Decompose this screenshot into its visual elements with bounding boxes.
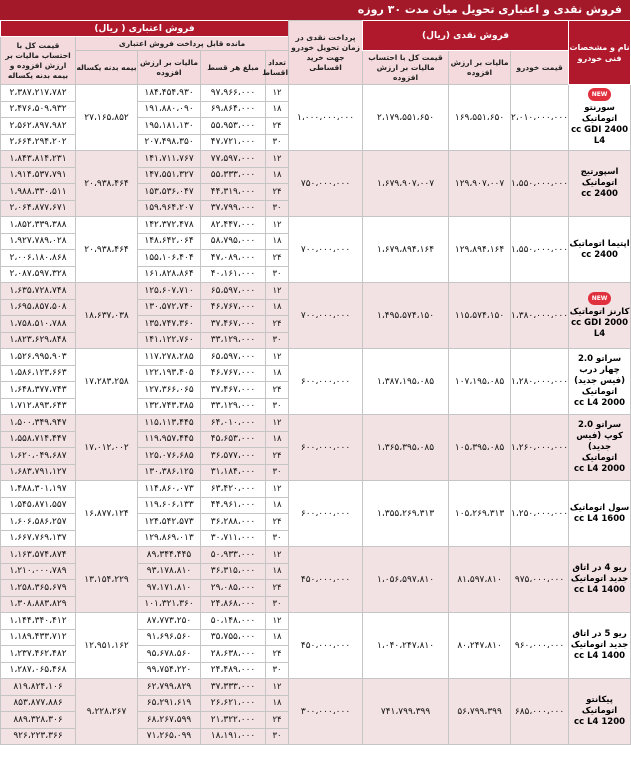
credit-total: ۱،۸۴۳،۸۱۴،۲۳۱ <box>1 151 76 168</box>
insurance: ۲۰،۹۳۸،۴۶۴ <box>76 151 138 217</box>
cash-vat: ۱۱۵،۵۷۴،۱۵۰ <box>449 283 511 349</box>
model-label: اسپورتیج اتوماتیک 2400 cc <box>580 167 619 199</box>
cash-total: ۱،۰۵۶،۵۹۷،۸۱۰ <box>363 547 449 613</box>
installment-count: ۳۰ <box>266 662 289 679</box>
installment-vat: ۱۱۵،۱۱۳،۴۴۵ <box>138 415 201 432</box>
installment-count: ۳۰ <box>266 200 289 217</box>
installment-count: ۳۰ <box>266 464 289 481</box>
cash-vat: ۱۰۷،۱۹۵،۰۸۵ <box>449 349 511 415</box>
insurance: ۱۸،۶۳۷،۰۳۸ <box>76 283 138 349</box>
table-row <box>1 217 631 234</box>
installment-amount: ۶۴،۰۱۰،۰۰۰ <box>201 415 266 432</box>
installment-vat: ۱۴۲،۳۷۲،۴۷۸ <box>138 217 201 234</box>
installment-count: ۱۲ <box>266 217 289 234</box>
prepayment: ۷۰۰،۰۰۰،۰۰۰ <box>289 283 363 349</box>
installment-vat: ۱۲۴،۵۴۲،۵۷۳ <box>138 514 201 531</box>
header-credit-group: فروش اعتباری ( ریال) <box>1 21 289 37</box>
credit-total: ۱،۲۳۷،۴۶۲،۴۸۲ <box>1 646 76 663</box>
installment-count: ۱۸ <box>266 431 289 448</box>
installment-amount: ۲۴،۸۶۸،۰۰۰ <box>201 596 266 613</box>
credit-total: ۲،۶۶۴،۲۹۴،۲۰۲ <box>1 134 76 151</box>
prepayment: ۶۰۰،۰۰۰،۰۰۰ <box>289 481 363 547</box>
insurance: ۲۷،۱۶۵،۸۵۲ <box>76 85 138 151</box>
model-name <box>569 349 631 415</box>
credit-total: ۱،۷۱۲،۸۹۳،۶۴۳ <box>1 398 76 415</box>
installment-vat: ۱۱۹،۹۵۷،۴۴۵ <box>138 431 201 448</box>
installment-vat: ۱۱۷،۲۷۸،۲۸۵ <box>138 349 201 366</box>
installment-count: ۱۲ <box>266 679 289 696</box>
installment-count: ۱۸ <box>266 497 289 514</box>
installment-count: ۱۸ <box>266 629 289 646</box>
credit-total: ۱،۴۸۸،۳۰۱،۱۹۷ <box>1 481 76 498</box>
header-cash-group: فروش نقدی (ریال) <box>363 21 569 51</box>
cash-total: ۱،۳۶۵،۳۹۵،۰۸۵ <box>363 415 449 481</box>
model-name <box>569 415 631 481</box>
prepayment: ۳۰۰،۰۰۰،۰۰۰ <box>289 679 363 745</box>
installment-vat: ۱۵۹،۹۶۴،۲۰۷ <box>138 200 201 217</box>
cash-vat: ۱۰۵،۲۶۹،۳۱۳ <box>449 481 511 547</box>
prepayment: ۴۵۰،۰۰۰،۰۰۰ <box>289 547 363 613</box>
cash-vat: ۱۰۵،۳۹۵،۰۸۵ <box>449 415 511 481</box>
credit-total: ۱،۵۲۶،۹۹۵،۹۰۳ <box>1 349 76 366</box>
installment-amount: ۶۵،۵۹۷،۰۰۰ <box>201 349 266 366</box>
model-label: سول اتوماتیک 1600 cc L4 <box>569 502 630 524</box>
insurance: ۱۳،۱۵۴،۲۲۹ <box>76 547 138 613</box>
insurance: ۲۰،۹۳۸،۴۶۴ <box>76 217 138 283</box>
credit-total: ۱،۶۶۷،۷۶۹،۱۳۷ <box>1 530 76 547</box>
installment-amount: ۳۷،۳۳۳،۰۰۰ <box>201 679 266 696</box>
insurance: ۱۶،۸۷۷،۱۲۴ <box>76 481 138 547</box>
model-name <box>569 679 631 745</box>
table-row <box>1 151 631 168</box>
installment-vat: ۱۱۴،۸۶۰،۰۷۳ <box>138 481 201 498</box>
cash-total: ۱،۳۵۵،۲۶۹،۳۱۳ <box>363 481 449 547</box>
credit-total: ۱،۶۴۸،۳۷۷،۷۴۳ <box>1 382 76 399</box>
credit-total: ۲،۰۰۶،۱۸۰،۸۶۸ <box>1 250 76 267</box>
model-name <box>569 481 631 547</box>
installment-amount: ۵۰،۹۳۳،۰۰۰ <box>201 547 266 564</box>
header-installment-vat: مالیات بر ارزش افزوده <box>138 51 201 85</box>
cash-total: ۱،۶۷۹،۹۰۷،۰۰۷ <box>363 151 449 217</box>
installment-amount: ۲۱،۳۲۲،۰۰۰ <box>201 712 266 729</box>
credit-total: ۲،۵۶۲،۸۹۷،۹۸۲ <box>1 118 76 135</box>
installment-vat: ۱۶۱،۸۲۸،۸۶۴ <box>138 266 201 283</box>
installment-vat: ۷۱،۲۶۵،۰۹۹ <box>138 728 201 745</box>
credit-total: ۸۵۳،۸۷۷،۸۸۶ <box>1 695 76 712</box>
installment-vat: ۱۲۹،۸۶۹،۰۱۳ <box>138 530 201 547</box>
installment-count: ۲۴ <box>266 580 289 597</box>
installment-count: ۳۰ <box>266 398 289 415</box>
car-price: ۲،۰۱۰،۰۰۰،۰۰۰ <box>511 85 569 151</box>
credit-total: ۱،۱۸۹،۴۳۳،۷۱۲ <box>1 629 76 646</box>
installment-amount: ۲۶،۶۲۱،۰۰۰ <box>201 695 266 712</box>
installment-amount: ۴۷،۷۲۱،۰۰۰ <box>201 134 266 151</box>
table-row <box>1 85 631 102</box>
credit-total: ۲،۳۸۷،۲۱۷،۷۸۲ <box>1 85 76 102</box>
credit-total: ۱،۵۰۰،۳۴۹،۹۴۷ <box>1 415 76 432</box>
installment-amount: ۸۲،۴۴۷،۰۰۰ <box>201 217 266 234</box>
model-name <box>569 217 631 283</box>
prepayment: ۷۵۰،۰۰۰،۰۰۰ <box>289 151 363 217</box>
table-row <box>1 415 631 432</box>
price-table <box>0 20 631 745</box>
cash-vat: ۱۲۹،۹۰۷،۰۰۷ <box>449 151 511 217</box>
credit-total: ۱،۶۲۰،۰۴۹،۶۸۷ <box>1 448 76 465</box>
credit-total: ۱،۹۱۴،۵۳۷،۷۹۱ <box>1 167 76 184</box>
installment-vat: ۹۹،۷۵۴،۲۲۰ <box>138 662 201 679</box>
credit-total: ۱،۶۹۵،۸۵۷،۵۰۸ <box>1 299 76 316</box>
credit-total: ۸۸۹،۳۲۸،۳۰۶ <box>1 712 76 729</box>
installment-amount: ۵۸،۷۹۵،۰۰۰ <box>201 233 266 250</box>
installment-amount: ۲۴،۴۸۹،۰۰۰ <box>201 662 266 679</box>
credit-total: ۱،۸۲۳،۶۲۹،۸۴۸ <box>1 332 76 349</box>
header-prepayment: پرداخت نقدی در زمان تحویل خودرو جهت خرید اقساطی <box>289 21 363 85</box>
credit-total: ۲،۰۸۷،۵۹۷،۳۲۸ <box>1 266 76 283</box>
installment-vat: ۱۲۲،۱۹۳،۴۰۵ <box>138 365 201 382</box>
new-badge: NEW <box>588 292 612 305</box>
car-price: ۱،۵۵۰،۰۰۰،۰۰۰ <box>511 151 569 217</box>
installment-vat: ۲۰۷،۴۹۸،۳۵۰ <box>138 134 201 151</box>
credit-total: ۲،۰۶۴،۸۷۷،۶۷۱ <box>1 200 76 217</box>
installment-vat: ۶۲،۷۹۹،۸۲۹ <box>138 679 201 696</box>
installment-count: ۲۴ <box>266 250 289 267</box>
new-badge: NEW <box>588 88 612 101</box>
car-price: ۱،۲۵۰،۰۰۰،۰۰۰ <box>511 481 569 547</box>
cash-vat: ۸۱،۵۹۷،۸۱۰ <box>449 547 511 613</box>
installment-count: ۲۴ <box>266 646 289 663</box>
model-label: کارنز اتوماتیک 2000 cc GDI L4 <box>569 306 630 339</box>
installment-amount: ۴۰،۱۶۱،۰۰۰ <box>201 266 266 283</box>
cash-vat: ۱۲۹،۸۹۴،۱۶۴ <box>449 217 511 283</box>
table-row <box>1 613 631 630</box>
installment-count: ۱۸ <box>266 167 289 184</box>
installment-count: ۱۸ <box>266 299 289 316</box>
insurance: ۱۷،۲۸۳،۲۵۸ <box>76 349 138 415</box>
credit-total: ۲،۴۷۶،۵۰۹،۹۳۲ <box>1 101 76 118</box>
installment-count: ۱۲ <box>266 481 289 498</box>
model-name <box>569 151 631 217</box>
installment-amount: ۳۳،۱۲۹،۰۰۰ <box>201 332 266 349</box>
credit-total: ۱،۵۸۶،۱۲۳،۶۶۳ <box>1 365 76 382</box>
credit-total: ۱،۱۶۳،۵۷۴،۸۷۴ <box>1 547 76 564</box>
cash-total: ۱،۶۷۹،۸۹۴،۱۶۴ <box>363 217 449 283</box>
prepayment: ۷۰۰،۰۰۰،۰۰۰ <box>289 217 363 283</box>
installment-amount: ۵۵،۹۵۳،۰۰۰ <box>201 118 266 135</box>
car-price: ۹۶۰،۰۰۰،۰۰۰ <box>511 613 569 679</box>
header-car-price: قیمت خودرو <box>511 51 569 85</box>
credit-total: ۱،۳۰۸،۸۸۳،۸۲۹ <box>1 596 76 613</box>
installment-count: ۲۴ <box>266 514 289 531</box>
car-price: ۱،۳۸۰،۰۰۰،۰۰۰ <box>511 283 569 349</box>
installment-count: ۲۴ <box>266 118 289 135</box>
credit-total: ۱،۲۱۰،۰۰۰،۷۸۹ <box>1 563 76 580</box>
cash-vat: ۸۰،۲۴۷،۸۱۰ <box>449 613 511 679</box>
prepayment: ۴۵۰،۰۰۰،۰۰۰ <box>289 613 363 679</box>
installment-amount: ۵۵،۳۳۳،۰۰۰ <box>201 167 266 184</box>
car-price: ۱،۲۸۰،۰۰۰،۰۰۰ <box>511 349 569 415</box>
table-row <box>1 547 631 564</box>
installment-vat: ۱۰۱،۳۲۱،۳۶۰ <box>138 596 201 613</box>
cash-vat: ۵۶،۷۹۹،۳۹۹ <box>449 679 511 745</box>
installment-vat: ۱۹۵،۱۸۱،۱۳۰ <box>138 118 201 135</box>
installment-count: ۲۴ <box>266 316 289 333</box>
installment-count: ۳۰ <box>266 596 289 613</box>
model-label: ریو 5 در اتاق جدید اتوماتیک 1400 cc L4 <box>570 629 629 661</box>
installment-amount: ۲۸،۶۳۸،۰۰۰ <box>201 646 266 663</box>
installment-amount: ۶۳،۴۲۰،۰۰۰ <box>201 481 266 498</box>
installment-vat: ۱۴۱،۱۲۲،۷۶۰ <box>138 332 201 349</box>
credit-total: ۱،۲۸۷،۰۶۵،۴۶۸ <box>1 662 76 679</box>
model-label: سراتو 2.0 چهار درب (فیس جدید) اتوماتیک 2000 cc L4 <box>574 354 626 408</box>
installment-vat: ۱۴۸،۶۴۲،۰۶۴ <box>138 233 201 250</box>
installment-vat: ۶۸،۲۶۷،۵۹۹ <box>138 712 201 729</box>
installment-count: ۳۰ <box>266 530 289 547</box>
cash-vat: ۱۶۹،۵۵۱،۶۵۰ <box>449 85 511 151</box>
installment-count: ۱۲ <box>266 151 289 168</box>
table-row <box>1 283 631 300</box>
installment-amount: ۳۶،۵۷۷،۰۰۰ <box>201 448 266 465</box>
installment-count: ۱۸ <box>266 695 289 712</box>
installment-amount: ۳۷،۴۶۷،۰۰۰ <box>201 382 266 399</box>
installment-count: ۲۴ <box>266 712 289 729</box>
installment-vat: ۱۳۰،۵۷۲،۷۴۰ <box>138 299 201 316</box>
installment-vat: ۱۹۱،۸۸۰،۰۹۰ <box>138 101 201 118</box>
installment-amount: ۳۷،۷۹۹،۰۰۰ <box>201 200 266 217</box>
installment-amount: ۴۴،۹۶۱،۰۰۰ <box>201 497 266 514</box>
installment-vat: ۸۹،۳۴۴،۴۴۵ <box>138 547 201 564</box>
model-label: اپتیما اتوماتیک 2400 cc <box>569 238 630 260</box>
cash-total: ۱،۰۴۰،۲۴۷،۸۱۰ <box>363 613 449 679</box>
installment-count: ۱۸ <box>266 101 289 118</box>
car-price: ۶۸۵،۰۰۰،۰۰۰ <box>511 679 569 745</box>
installment-count: ۳۰ <box>266 266 289 283</box>
prepayment: ۶۰۰،۰۰۰،۰۰۰ <box>289 349 363 415</box>
installment-count: ۲۴ <box>266 382 289 399</box>
installment-amount: ۴۶،۷۶۷،۰۰۰ <box>201 365 266 382</box>
model-name <box>569 283 631 349</box>
installment-count: ۳۰ <box>266 134 289 151</box>
installment-amount: ۶۹،۸۶۴،۰۰۰ <box>201 101 266 118</box>
installment-amount: ۳۶،۳۱۵،۰۰۰ <box>201 563 266 580</box>
installment-amount: ۱۸،۱۹۱،۰۰۰ <box>201 728 266 745</box>
installment-vat: ۹۷،۱۷۱،۸۱۰ <box>138 580 201 597</box>
page-title: فروش نقدی و اعتباری تحویل میان مدت ۳۰ روزه <box>0 0 630 20</box>
installment-count: ۱۲ <box>266 415 289 432</box>
installment-vat: ۱۸۴،۴۵۴،۹۳۰ <box>138 85 201 102</box>
installment-vat: ۶۵،۲۹۱،۶۱۹ <box>138 695 201 712</box>
installment-count: ۲۴ <box>266 448 289 465</box>
installment-vat: ۹۱،۶۹۶،۵۶۰ <box>138 629 201 646</box>
installment-count: ۲۴ <box>266 184 289 201</box>
installment-vat: ۱۱۹،۶۰۶،۱۳۳ <box>138 497 201 514</box>
installment-vat: ۱۳۵،۷۴۷،۳۶۰ <box>138 316 201 333</box>
table-row <box>1 481 631 498</box>
credit-total: ۱،۶۰۶،۵۸۶،۲۵۷ <box>1 514 76 531</box>
installment-amount: ۴۵،۶۵۳،۰۰۰ <box>201 431 266 448</box>
installment-amount: ۴۷،۰۸۹،۰۰۰ <box>201 250 266 267</box>
header-installments: تعداد اقساط <box>266 51 289 85</box>
installment-vat: ۱۲۵،۰۷۶،۶۸۵ <box>138 448 201 465</box>
installment-amount: ۶۵،۵۹۷،۰۰۰ <box>201 283 266 300</box>
installment-vat: ۱۳۰،۳۸۶،۱۲۵ <box>138 464 201 481</box>
insurance: ۹،۲۲۸،۲۶۷ <box>76 679 138 745</box>
model-label: سراتو 2.0 کوپ (فیس جدید) اتوماتیک 2000 cc L4 <box>574 420 626 474</box>
installment-count: ۱۲ <box>266 283 289 300</box>
header-insurance: بیمه بدنه یکساله <box>76 51 138 85</box>
model-name <box>569 547 631 613</box>
installment-amount: ۲۹،۰۸۵،۰۰۰ <box>201 580 266 597</box>
credit-total: ۱،۸۵۲،۳۳۹،۳۸۸ <box>1 217 76 234</box>
car-price: ۱،۵۵۰،۰۰۰،۰۰۰ <box>511 217 569 283</box>
model-label: پیکانتو اتوماتیک 1200 cc L4 <box>574 695 626 727</box>
installment-vat: ۱۳۲،۷۴۳،۳۸۵ <box>138 398 201 415</box>
installment-amount: ۹۷،۹۶۶،۰۰۰ <box>201 85 266 102</box>
model-name <box>569 85 631 151</box>
car-price: ۹۷۵،۰۰۰،۰۰۰ <box>511 547 569 613</box>
installment-vat: ۹۵،۶۷۸،۵۶۰ <box>138 646 201 663</box>
credit-total: ۱،۵۴۵،۸۷۱،۵۵۷ <box>1 497 76 514</box>
installment-amount: ۴۴،۳۱۹،۰۰۰ <box>201 184 266 201</box>
installment-count: ۱۸ <box>266 563 289 580</box>
header-model: نام و مشخصات فنی خودرو <box>569 21 631 85</box>
credit-total: ۱،۶۳۵،۷۲۸،۷۴۸ <box>1 283 76 300</box>
installment-count: ۱۲ <box>266 613 289 630</box>
installment-vat: ۸۷،۷۷۳،۲۵۰ <box>138 613 201 630</box>
installment-amount: ۳۶،۲۸۸،۰۰۰ <box>201 514 266 531</box>
header-total-cash: قیمت کل با احتساب مالیات بر ارزش افزوده <box>363 51 449 85</box>
installment-amount: ۳۵،۷۵۵،۰۰۰ <box>201 629 266 646</box>
credit-total: ۱،۶۸۳،۷۹۱،۱۲۷ <box>1 464 76 481</box>
installment-vat: ۱۵۳،۵۳۶،۰۴۷ <box>138 184 201 201</box>
model-name <box>569 613 631 679</box>
cash-total: ۲،۱۷۹،۵۵۱،۶۵۰ <box>363 85 449 151</box>
installment-vat: ۱۲۷،۳۶۶،۰۶۵ <box>138 382 201 399</box>
installment-amount: ۴۶،۷۶۷،۰۰۰ <box>201 299 266 316</box>
installment-count: ۱۸ <box>266 233 289 250</box>
credit-total: ۱،۷۵۸،۵۱۰،۷۸۸ <box>1 316 76 333</box>
cash-total: ۷۴۱،۷۹۹،۳۹۹ <box>363 679 449 745</box>
prepayment: ۱،۰۰۰،۰۰۰،۰۰۰ <box>289 85 363 151</box>
insurance: ۱۲،۹۵۱،۱۶۲ <box>76 613 138 679</box>
installment-amount: ۷۷،۵۹۷،۰۰۰ <box>201 151 266 168</box>
cash-total: ۱،۴۹۵،۵۷۴،۱۵۰ <box>363 283 449 349</box>
installment-amount: ۳۷،۴۶۷،۰۰۰ <box>201 316 266 333</box>
table-row <box>1 349 631 366</box>
credit-total: ۱،۲۵۸،۳۶۵،۶۷۹ <box>1 580 76 597</box>
installment-vat: ۱۴۷،۵۵۱،۳۲۷ <box>138 167 201 184</box>
installment-amount: ۳۳،۱۲۹،۰۰۰ <box>201 398 266 415</box>
model-label: ریو 4 در اتاق جدید اتوماتیک 1400 cc L4 <box>570 563 629 595</box>
installment-count: ۳۰ <box>266 332 289 349</box>
installment-vat: ۱۲۵،۶۰۷،۷۱۰ <box>138 283 201 300</box>
installment-count: ۱۲ <box>266 349 289 366</box>
insurance: ۱۷،۰۱۲،۰۰۲ <box>76 415 138 481</box>
installment-count: ۱۲ <box>266 547 289 564</box>
installment-amount: ۳۱،۱۸۴،۰۰۰ <box>201 464 266 481</box>
cash-total: ۱،۳۸۷،۱۹۵،۰۸۵ <box>363 349 449 415</box>
prepayment: ۶۰۰،۰۰۰،۰۰۰ <box>289 415 363 481</box>
installment-count: ۱۸ <box>266 365 289 382</box>
credit-total: ۱،۵۵۸،۷۱۴،۴۴۷ <box>1 431 76 448</box>
car-price: ۱،۲۶۰،۰۰۰،۰۰۰ <box>511 415 569 481</box>
credit-total: ۱،۹۲۷،۷۸۹،۰۲۸ <box>1 233 76 250</box>
header-remaining: مانده قابل پرداخت فروش اعتباری <box>76 37 289 51</box>
credit-total: ۸۱۹،۸۲۴،۱۰۶ <box>1 679 76 696</box>
credit-total: ۹۲۶،۲۲۳،۳۶۶ <box>1 728 76 745</box>
installment-vat: ۱۴۱،۷۱۱،۷۶۷ <box>138 151 201 168</box>
header-total-credit: قیمت کل با احتساب مالیات بر ارزش افزوده و بیمه بدنه یکساله <box>1 37 76 85</box>
installment-count: ۳۰ <box>266 728 289 745</box>
installment-vat: ۹۳،۱۷۸،۸۱۰ <box>138 563 201 580</box>
table-row <box>1 679 631 696</box>
header-vat: مالیات بر ارزش افزوده <box>449 51 511 85</box>
price-table-body <box>1 85 631 745</box>
installment-count: ۱۲ <box>266 85 289 102</box>
credit-total: ۱،۹۸۸،۳۳۰،۵۱۱ <box>1 184 76 201</box>
installment-vat: ۱۵۵،۱۰۶،۴۰۴ <box>138 250 201 267</box>
model-label: سورنتو اتوماتیک 2400 cc GDI L4 <box>571 103 628 146</box>
credit-total: ۱،۱۴۴،۳۴۰،۴۱۲ <box>1 613 76 630</box>
installment-amount: ۳۰،۷۱۱،۰۰۰ <box>201 530 266 547</box>
header-installment-amount: مبلغ هر قسط <box>201 51 266 85</box>
installment-amount: ۵۰،۱۴۸،۰۰۰ <box>201 613 266 630</box>
